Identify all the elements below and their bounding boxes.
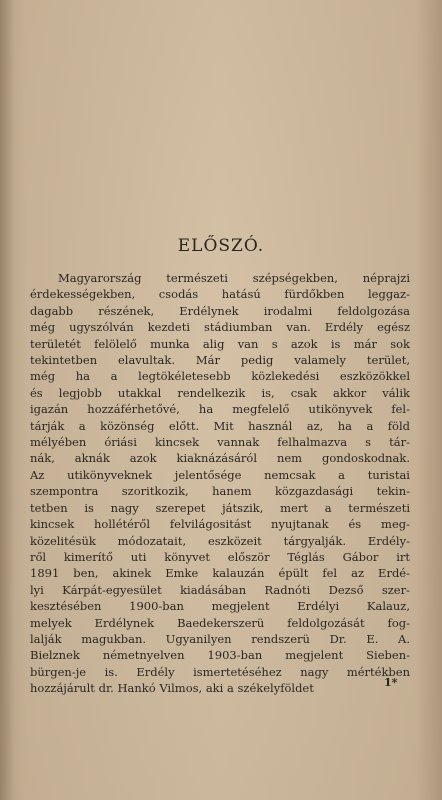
text-line: tekintetben elavultak. Már pedig valamely terület, xyxy=(30,353,410,368)
text-line: érdekességekben, csodás hatású fürdőkben leggaz- xyxy=(30,287,410,302)
text-line: Az utikönyveknek jelentősége nemcsak a turistai xyxy=(30,467,410,482)
text-line: dagabb részének, Erdélynek irodalmi feldolgozása xyxy=(30,303,410,318)
text-line: szempontra szoritkozik, hanem közgazdasági tekin- xyxy=(30,484,410,499)
text-line: mélyében óriási kincsek vannak felhalmazva s tár- xyxy=(30,435,410,450)
page-gutter-shadow xyxy=(0,0,14,800)
text-line: még ha a legtökéletesebb közlekedési eszközökkel xyxy=(30,369,410,384)
page-number: 1* xyxy=(384,676,398,689)
text-line: ről kimerítő uti könyvet először Téglás Gábor irt xyxy=(30,549,410,564)
text-line: lyi Kárpát-egyesület kiadásában Radnóti Dezső szer- xyxy=(30,582,410,597)
text-line: hozzájárult dr. Hankó Vilmos, aki a székelyföldet xyxy=(30,681,314,696)
text-line: területét felölelő munka alig van s azok is már sok xyxy=(30,336,410,351)
text-line: tetben is nagy szerepet játszik, mert a természeti xyxy=(30,500,410,515)
text-line: és legjobb utakkal rendelkezik is, csak akkor válik xyxy=(30,385,410,400)
text-line: melyek Erdélynek Baedekerszerü feldolgozását fog- xyxy=(30,615,410,630)
text-line: tárják a közönség előtt. Mit használ az, ha a föld xyxy=(30,418,410,433)
page-heading: ELŐSZÓ. xyxy=(177,236,265,256)
text-line: lalják magukban. Ugyanilyen rendszerü Dr. E. A. xyxy=(30,631,410,646)
text-line: közelitésük módozatait, eszközeit tárgyalják. Erdély- xyxy=(30,533,410,548)
text-line: kesztésében 1900-ban megjelent Erdélyi Kalauz, xyxy=(30,599,410,614)
text-line: Bielznek németnyelven 1903-ban megjelent Sieben- xyxy=(30,648,410,663)
body-paragraph xyxy=(30,270,410,697)
text-line: nák, aknák azok kiaknázásáról nem gondoskodnak. xyxy=(30,451,410,466)
text-line: igazán hozzáférhetővé, ha megfelelő utikönyvek fel- xyxy=(30,402,410,417)
text-line: bürgen-je is. Erdély ismertetéséhez nagy mértékben xyxy=(30,664,410,679)
text-line: Magyarország természeti szépségekben, néprajzi xyxy=(58,271,410,285)
text-line: még ugyszólván kezdeti stádiumban van. Erdély egész xyxy=(30,320,410,335)
text-line: 1891 ben, akinek Emke kalauzán épült fel az Erdé- xyxy=(30,566,410,581)
text-line: kincsek hollétéről felvilágositást nyujtanak és meg- xyxy=(30,517,410,532)
